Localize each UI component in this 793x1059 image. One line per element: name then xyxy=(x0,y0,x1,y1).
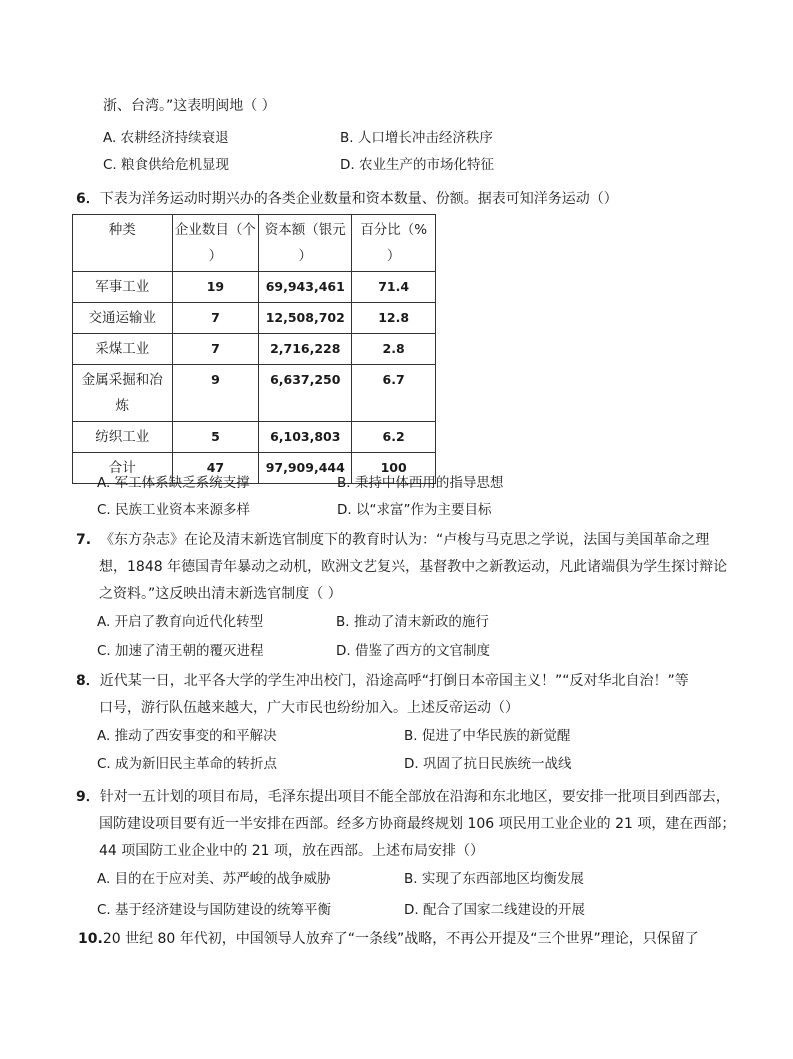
q7-line-3: 之资料。”这反映出清末新选官制度（ ） xyxy=(99,586,342,602)
q6-number: 6． xyxy=(76,191,100,207)
q5-option-d: D. 农业生产的市场化特征 xyxy=(340,157,494,173)
q7-number: 7. xyxy=(76,532,92,548)
q7-line-1: 7. 《东方杂志》在论及清末新选官制度下的教育时认为：“卢梭与马克思之学说，法国与美国革命之理 xyxy=(76,532,710,548)
q9-line-1: 9．针对一五计划的项目布局，毛泽东提出项目不能全部放在沿海和东北地区，要安排一批项目到西部去， xyxy=(76,789,730,805)
table-header-row xyxy=(73,215,436,272)
cell-percent: 100 xyxy=(352,453,436,484)
q9-option-a: A. 目的在于应对美、苏严峻的战争威胁 xyxy=(97,871,331,887)
q10-line-1: 10.20 世纪 80 年代初，中国领导人放弃了“一条线”战略，不再公开提及“三个世界”理论，只保留了 xyxy=(78,931,699,947)
q7-option-a: A. 开启了教育向近代化转型 xyxy=(97,614,264,630)
q8-line-2: 口号，游行队伍越来越大，广大市民也纷纷加入。上述反帝运动（） xyxy=(99,700,519,716)
q7-line-2: 想，1848 年德国青年暴动之动机，欧洲文艺复兴，基督教中之新教运动，凡此诸端俱为学生探讨辩论 xyxy=(99,559,728,575)
q8-number: 8． xyxy=(76,673,100,689)
q8-line-1: 8．近代某一日，北平各大学的学生冲出校门，沿途高呼“打倒日本帝国主义！”“反对华北自治！”等 xyxy=(76,673,689,689)
q6-option-a: A. 军工体系缺乏系统支撑 xyxy=(97,475,250,491)
cell-percent: 6.7 xyxy=(352,365,436,422)
table-row xyxy=(73,303,436,334)
cell-capital: 2,716,228 xyxy=(259,334,352,365)
header-count: 企业数目（个 ） xyxy=(172,215,259,272)
cell-percent: 2.8 xyxy=(352,334,436,365)
cell-capital: 97,909,444 xyxy=(259,453,352,484)
cell-count: 7 xyxy=(172,334,259,365)
cell-capital: 69,943,461 xyxy=(259,272,352,303)
q6-table xyxy=(72,214,436,484)
cell-count: 9 xyxy=(172,365,259,422)
cell-type: 交通运输业 xyxy=(73,303,173,334)
q9-line-3: 44 项国防工业企业中的 21 项，放在西部。上述布局安排（） xyxy=(99,843,484,859)
cell-capital: 6,637,250 xyxy=(259,365,352,422)
q9-option-d: D. 配合了国家二线建设的开展 xyxy=(404,902,585,918)
q8-option-a: A. 推动了西安事变的和平解决 xyxy=(97,728,277,744)
q6-stem-text: 下表为洋务运动时期兴办的各类企业数量和资本数量、份额。据表可知洋务运动（） xyxy=(99,191,618,207)
q8-option-d: D. 巩固了抗日民族统一战线 xyxy=(404,756,572,772)
cell-count: 7 xyxy=(172,303,259,334)
cell-type: 合计 xyxy=(73,453,173,484)
q7-option-b: B. 推动了清末新政的施行 xyxy=(336,614,489,630)
q9-number: 9． xyxy=(76,789,100,805)
cell-type: 纺织工业 xyxy=(73,422,173,453)
q6-option-c: C. 民族工业资本来源多样 xyxy=(97,502,251,518)
q6-option-b: B. 秉持中体西用的指导思想 xyxy=(337,475,504,491)
q5-stem-tail: 浙、台湾。”这表明闽地（ ） xyxy=(103,98,276,114)
q7-option-d: D. 借鉴了西方的文官制度 xyxy=(336,643,490,659)
q8-option-c: C. 成为新旧民主革命的转折点 xyxy=(97,756,278,772)
header-type: 种类 xyxy=(73,215,173,272)
q6-stem xyxy=(76,189,618,209)
cell-type: 金属采掘和冶 炼 xyxy=(73,365,173,422)
cell-capital: 6,103,803 xyxy=(259,422,352,453)
q5-option-c: C. 粮食供给危机显现 xyxy=(103,157,230,173)
cell-count: 5 xyxy=(172,422,259,453)
cell-count: 47 xyxy=(172,453,259,484)
q7-option-c: C. 加速了清王朝的覆灭进程 xyxy=(97,643,264,659)
table-row xyxy=(73,334,436,365)
q9-option-b: B. 实现了东西部地区均衡发展 xyxy=(404,871,584,887)
q6-option-d: D. 以“求富”作为主要目标 xyxy=(337,502,492,518)
q8-option-b: B. 促进了中华民族的新觉醒 xyxy=(404,728,571,744)
cell-type: 军事工业 xyxy=(73,272,173,303)
header-percent: 百分比（% ） xyxy=(352,215,436,272)
table-row xyxy=(73,272,436,303)
q5-option-a: A. 农耕经济持续衰退 xyxy=(103,130,229,146)
q9-option-c: C. 基于经济建设与国防建设的统筹平衡 xyxy=(97,902,332,918)
cell-count: 19 xyxy=(172,272,259,303)
table-row xyxy=(73,422,436,453)
cell-percent: 6.2 xyxy=(352,422,436,453)
cell-capital: 12,508,702 xyxy=(259,303,352,334)
q10-number: 10. xyxy=(78,931,103,947)
cell-type: 采煤工业 xyxy=(73,334,173,365)
cell-percent: 12.8 xyxy=(352,303,436,334)
cell-percent: 71.4 xyxy=(352,272,436,303)
header-capital: 资本额（银元 ） xyxy=(259,215,352,272)
table-row xyxy=(73,365,436,422)
q9-line-2: 国防建设项目要有近一半安排在西部。经多方协商最终规划 106 项民用工业企业的 21 项，建在西部； xyxy=(99,816,736,832)
q5-option-b: B. 人口增长冲击经济秩序 xyxy=(340,130,493,146)
